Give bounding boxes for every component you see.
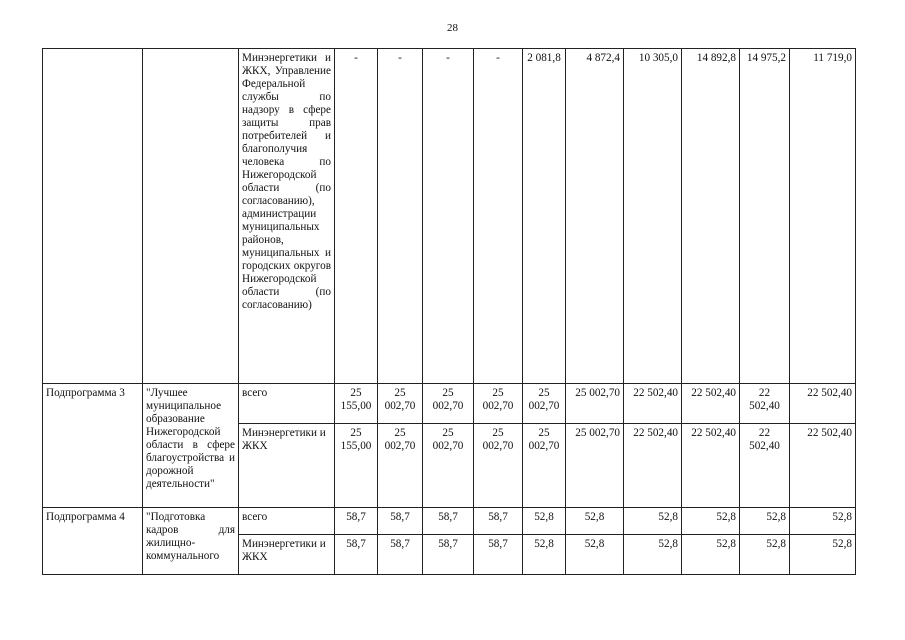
subprogram-label: Подпрограмма 4 [43, 508, 143, 575]
value-cell: 25 002,70 [378, 424, 423, 508]
value-cell: 58,7 [423, 535, 474, 575]
value-cell: 58,7 [474, 535, 523, 575]
value-cell: 22 502,40 [790, 384, 856, 424]
value-cell: 22 502,40 [740, 424, 790, 508]
value-cell: 22 502,40 [740, 384, 790, 424]
subprogram-label: Подпрограмма 3 [43, 384, 143, 508]
value-cell: 25 002,70 [566, 384, 624, 424]
value-cell: 22 502,40 [624, 424, 682, 508]
value-cell: 25 002,70 [378, 384, 423, 424]
value-cell: 22 502,40 [682, 424, 740, 508]
executor-cell: Минэнергетики и ЖКХ [239, 424, 335, 508]
table-row-subprogram-4-total [43, 508, 856, 535]
value-cell: 25 002,70 [523, 384, 566, 424]
value-cell: 4 872,4 [566, 49, 624, 384]
value-cell: 52,8 [682, 508, 740, 535]
table-row-continuation [43, 49, 856, 384]
value-cell: 58,7 [335, 535, 378, 575]
value-cell: 52,8 [624, 535, 682, 575]
value-cell: 25 155,00 [335, 424, 378, 508]
value-cell: 58,7 [474, 508, 523, 535]
value-cell: 52,8 [624, 508, 682, 535]
page-number: 28 [447, 22, 458, 34]
value-cell: - [423, 49, 474, 384]
value-cell: 11 719,0 [790, 49, 856, 384]
value-cell: 25 155,00 [335, 384, 378, 424]
value-cell: 14 892,8 [682, 49, 740, 384]
value-cell: - [378, 49, 423, 384]
executor-cell: Минэнергетики и ЖКХ, Управление Федеральной службы по надзору в сфере защиты прав потребителей и благополучия человека по Нижегородской области (по согласованию), администрации муниципальных районов, муниципальных и городских округов Нижегородской области (по согласованию) [239, 49, 335, 384]
value-cell: 52,8 [523, 535, 566, 575]
value-cell: 2 081,8 [523, 49, 566, 384]
subprogram-name-cell [143, 49, 239, 384]
value-cell: 58,7 [378, 508, 423, 535]
executor-cell: Минэнергетики и ЖКХ [239, 535, 335, 575]
value-cell: - [335, 49, 378, 384]
value-cell: 58,7 [423, 508, 474, 535]
value-cell: 25 002,70 [566, 424, 624, 508]
value-cell: 52,8 [523, 508, 566, 535]
executor-cell: всего [239, 384, 335, 424]
value-cell: 22 502,40 [790, 424, 856, 508]
value-cell: 14 975,2 [740, 49, 790, 384]
value-cell: 52,8 [566, 508, 624, 535]
value-cell: 52,8 [682, 535, 740, 575]
value-cell: 52,8 [790, 508, 856, 535]
subprogram-label-cell [43, 49, 143, 384]
value-cell: 58,7 [335, 508, 378, 535]
value-cell: 58,7 [378, 535, 423, 575]
value-cell: 25 002,70 [523, 424, 566, 508]
subprogram-name: "Подготовка кадров для жилищно-коммунального [143, 508, 239, 575]
value-cell: 25 002,70 [423, 424, 474, 508]
value-cell: 25 002,70 [423, 384, 474, 424]
subprogram-name: "Лучшее муниципальное образование Нижегородской области в сфере благоустройства и дорожной деятельности" [143, 384, 239, 508]
value-cell: 52,8 [740, 535, 790, 575]
value-cell: 52,8 [740, 508, 790, 535]
value-cell: 25 002,70 [474, 424, 523, 508]
value-cell: 10 305,0 [624, 49, 682, 384]
value-cell: 25 002,70 [474, 384, 523, 424]
value-cell: 22 502,40 [682, 384, 740, 424]
value-cell: 52,8 [566, 535, 624, 575]
value-cell: - [474, 49, 523, 384]
value-cell: 22 502,40 [624, 384, 682, 424]
budget-table [42, 48, 856, 575]
table-row-subprogram-3-total [43, 384, 856, 424]
value-cell: 52,8 [790, 535, 856, 575]
executor-cell: всего [239, 508, 335, 535]
